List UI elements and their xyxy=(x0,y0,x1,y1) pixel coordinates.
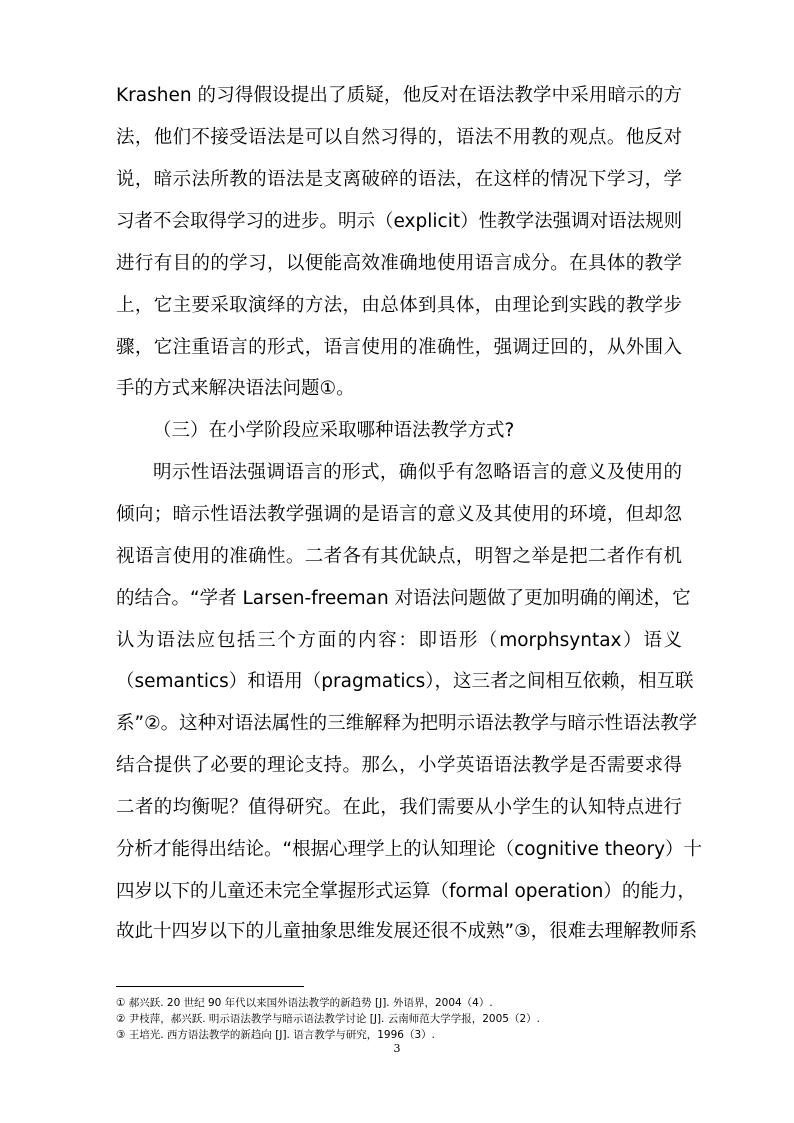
body-line: 说，暗示法所教的语法是支离破碎的语法，在这样的情况下学习，学 xyxy=(116,169,682,190)
body-line: 法，他们不接受语法是可以自然习得的，语法不用教的观点。他反对 xyxy=(116,127,682,148)
footnote-separator xyxy=(116,986,304,987)
body-line: 的结合。“学者 Larsen-freeman 对语法问题做了更加明确的阐述，它 xyxy=(116,588,691,609)
footnote-item: ③ 王培光. 西方语法教学的新趋向 [J]. 语言教学与研究，1996（3）. xyxy=(116,1029,435,1041)
body-line: 进行有目的的学习，以便能高效准确地使用语言成分。在具体的教学 xyxy=(116,253,682,274)
body-line: 明示性语法强调语言的形式，确似乎有忽略语言的意义及使用的 xyxy=(153,462,682,483)
body-line: 系”②。这种对语法属性的三维解释为把明示语法教学与暗示性语法教学 xyxy=(116,713,698,734)
body-line: 手的方式来解决语法问题①。 xyxy=(116,378,355,399)
footnote-item: ② 尹枝萍，郝兴跃. 明示语法教学与暗示语法教学讨论 [J]. 云南师范大学学报，2005（2）. xyxy=(116,1013,540,1025)
section-heading: （三）在小学阶段应采取哪种语法教学方式? xyxy=(153,420,515,441)
body-line: 结合提供了必要的理论支持。那么，小学英语语法教学是否需要求得 xyxy=(116,755,682,776)
footnote-item: ① 郝兴跃. 20 世纪 90 年代以来国外语法教学的新趋势 [J]. 外语界，2004（4）. xyxy=(116,997,493,1009)
body-line: （semantics）和语用（pragmatics），这三者之间相互依赖，相互联 xyxy=(116,671,694,692)
body-line: 二者的均衡呢？值得研究。在此，我们需要从小学生的认知特点进行 xyxy=(116,797,682,818)
body-line: 骤，它注重语言的形式，语言使用的准确性，强调迂回的，从外围入 xyxy=(116,337,682,358)
body-line: 视语言使用的准确性。二者各有其优缺点，明智之举是把二者作有机 xyxy=(116,546,682,567)
body-line: 上，它主要采取演绎的方法，由总体到具体，由理论到实践的教学步 xyxy=(116,295,682,316)
body-line: 四岁以下的儿童还未完全掌握形式运算（formal operation）的能力， xyxy=(116,881,696,902)
body-line: 故此十四岁以下的儿童抽象思维发展还很不成熟”③，很难去理解教师系 xyxy=(116,921,698,942)
body-line: 倾向；暗示性语法教学强调的是语言的意义及其使用的环境，但却忽 xyxy=(116,504,682,525)
body-line: 认为语法应包括三个方面的内容：即语形（morphsyntax）语义 xyxy=(116,630,682,651)
page-number: 3 xyxy=(393,1042,401,1055)
body-line: Krashen 的习得假设提出了质疑，他反对在语法教学中采用暗示的方 xyxy=(116,85,682,106)
body-line: 分析才能得出结论。“根据心理学上的认知理论（cognitive theory）十 xyxy=(116,839,703,860)
body-line: 习者不会取得学习的进步。明示（explicit）性教学法强调对语法规则 xyxy=(116,211,683,232)
